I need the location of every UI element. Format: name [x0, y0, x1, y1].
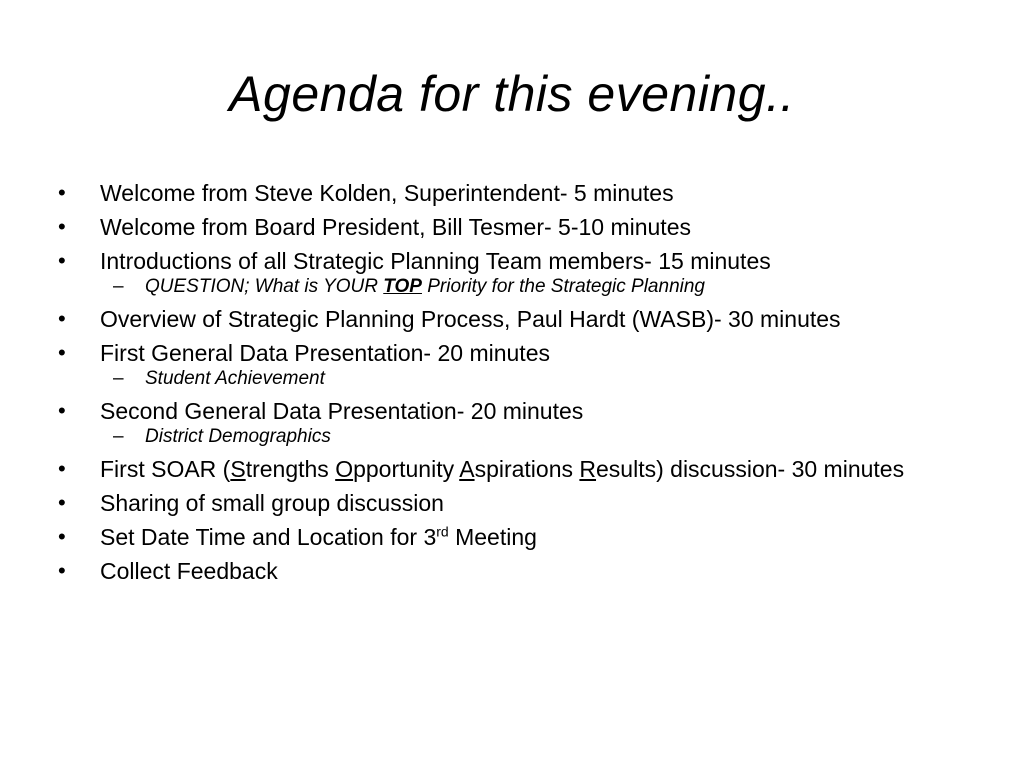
agenda-item-collect-feedback	[56, 558, 956, 584]
dash: –	[113, 276, 124, 297]
agenda-item-overview	[56, 306, 956, 332]
agenda-item-text: First General Data Presentation- 20 minutes	[100, 340, 550, 366]
subitem-text-part: QUESTION; What is YOUR	[145, 276, 384, 297]
letter-a: A	[459, 456, 475, 482]
agenda-item-text: Sharing of small group discussion	[100, 490, 444, 516]
agenda-list	[56, 180, 956, 592]
bullet: •	[58, 180, 66, 205]
letter-s: S	[230, 456, 246, 482]
bullet: •	[58, 214, 66, 239]
bullet: •	[58, 558, 66, 583]
text-part: trengths	[245, 456, 336, 482]
agenda-item-introductions	[56, 248, 956, 274]
letter-r: R	[579, 456, 597, 482]
agenda-item-welcome-board-president	[56, 214, 956, 240]
dash: –	[113, 368, 124, 389]
agenda-subitem-student-achievement	[56, 368, 956, 390]
subitem-text: District Demographics	[145, 426, 331, 447]
agenda-item-set-date	[56, 524, 956, 550]
dash: –	[113, 426, 124, 447]
subitem-emphasis-top: TOP	[383, 276, 422, 297]
agenda-item-sharing	[56, 490, 956, 516]
agenda-item-soar-discussion	[56, 456, 956, 482]
bullet: •	[58, 340, 66, 365]
agenda-item-text: Welcome from Steve Kolden, Superintendent- 5 minutes	[100, 180, 674, 206]
agenda-item-text: Introductions of all Strategic Planning Team members- 15 minutes	[100, 248, 771, 274]
agenda-item-text: Overview of Strategic Planning Process, Paul Hardt (WASB)- 30 minutes	[100, 306, 841, 332]
agenda-subitem-question	[56, 276, 956, 298]
bullet: •	[58, 490, 66, 515]
agenda-item-text: Welcome from Board President, Bill Tesmer- 5-10 minutes	[100, 214, 691, 240]
agenda-item-text: Collect Feedback	[100, 558, 278, 584]
text-part: Meeting	[448, 524, 537, 550]
bullet: •	[58, 456, 66, 481]
subitem-text-part: Priority for the Strategic Planning	[421, 276, 705, 297]
text-part: spirations	[474, 456, 580, 482]
agenda-item-text: Second General Data Presentation- 20 minutes	[100, 398, 584, 424]
slide-title: Agenda for this evening..	[229, 66, 795, 122]
bullet: •	[58, 306, 66, 331]
superscript-rd: rd	[436, 523, 449, 540]
bullet: •	[58, 398, 66, 423]
text-part: First SOAR (	[100, 456, 231, 482]
agenda-item-second-data-presentation	[56, 398, 956, 424]
text-part: pportunity	[353, 456, 460, 482]
bullet: •	[58, 524, 66, 549]
subitem-text: Student Achievement	[145, 368, 325, 389]
agenda-subitem-district-demographics	[56, 426, 956, 448]
letter-o: O	[335, 456, 354, 482]
text-part: Set Date Time and Location for 3	[100, 524, 437, 550]
agenda-item-first-data-presentation	[56, 340, 956, 366]
agenda-item-welcome-superintendent	[56, 180, 956, 206]
text-part: esults) discussion- 30 minutes	[596, 456, 905, 482]
bullet: •	[58, 248, 66, 273]
